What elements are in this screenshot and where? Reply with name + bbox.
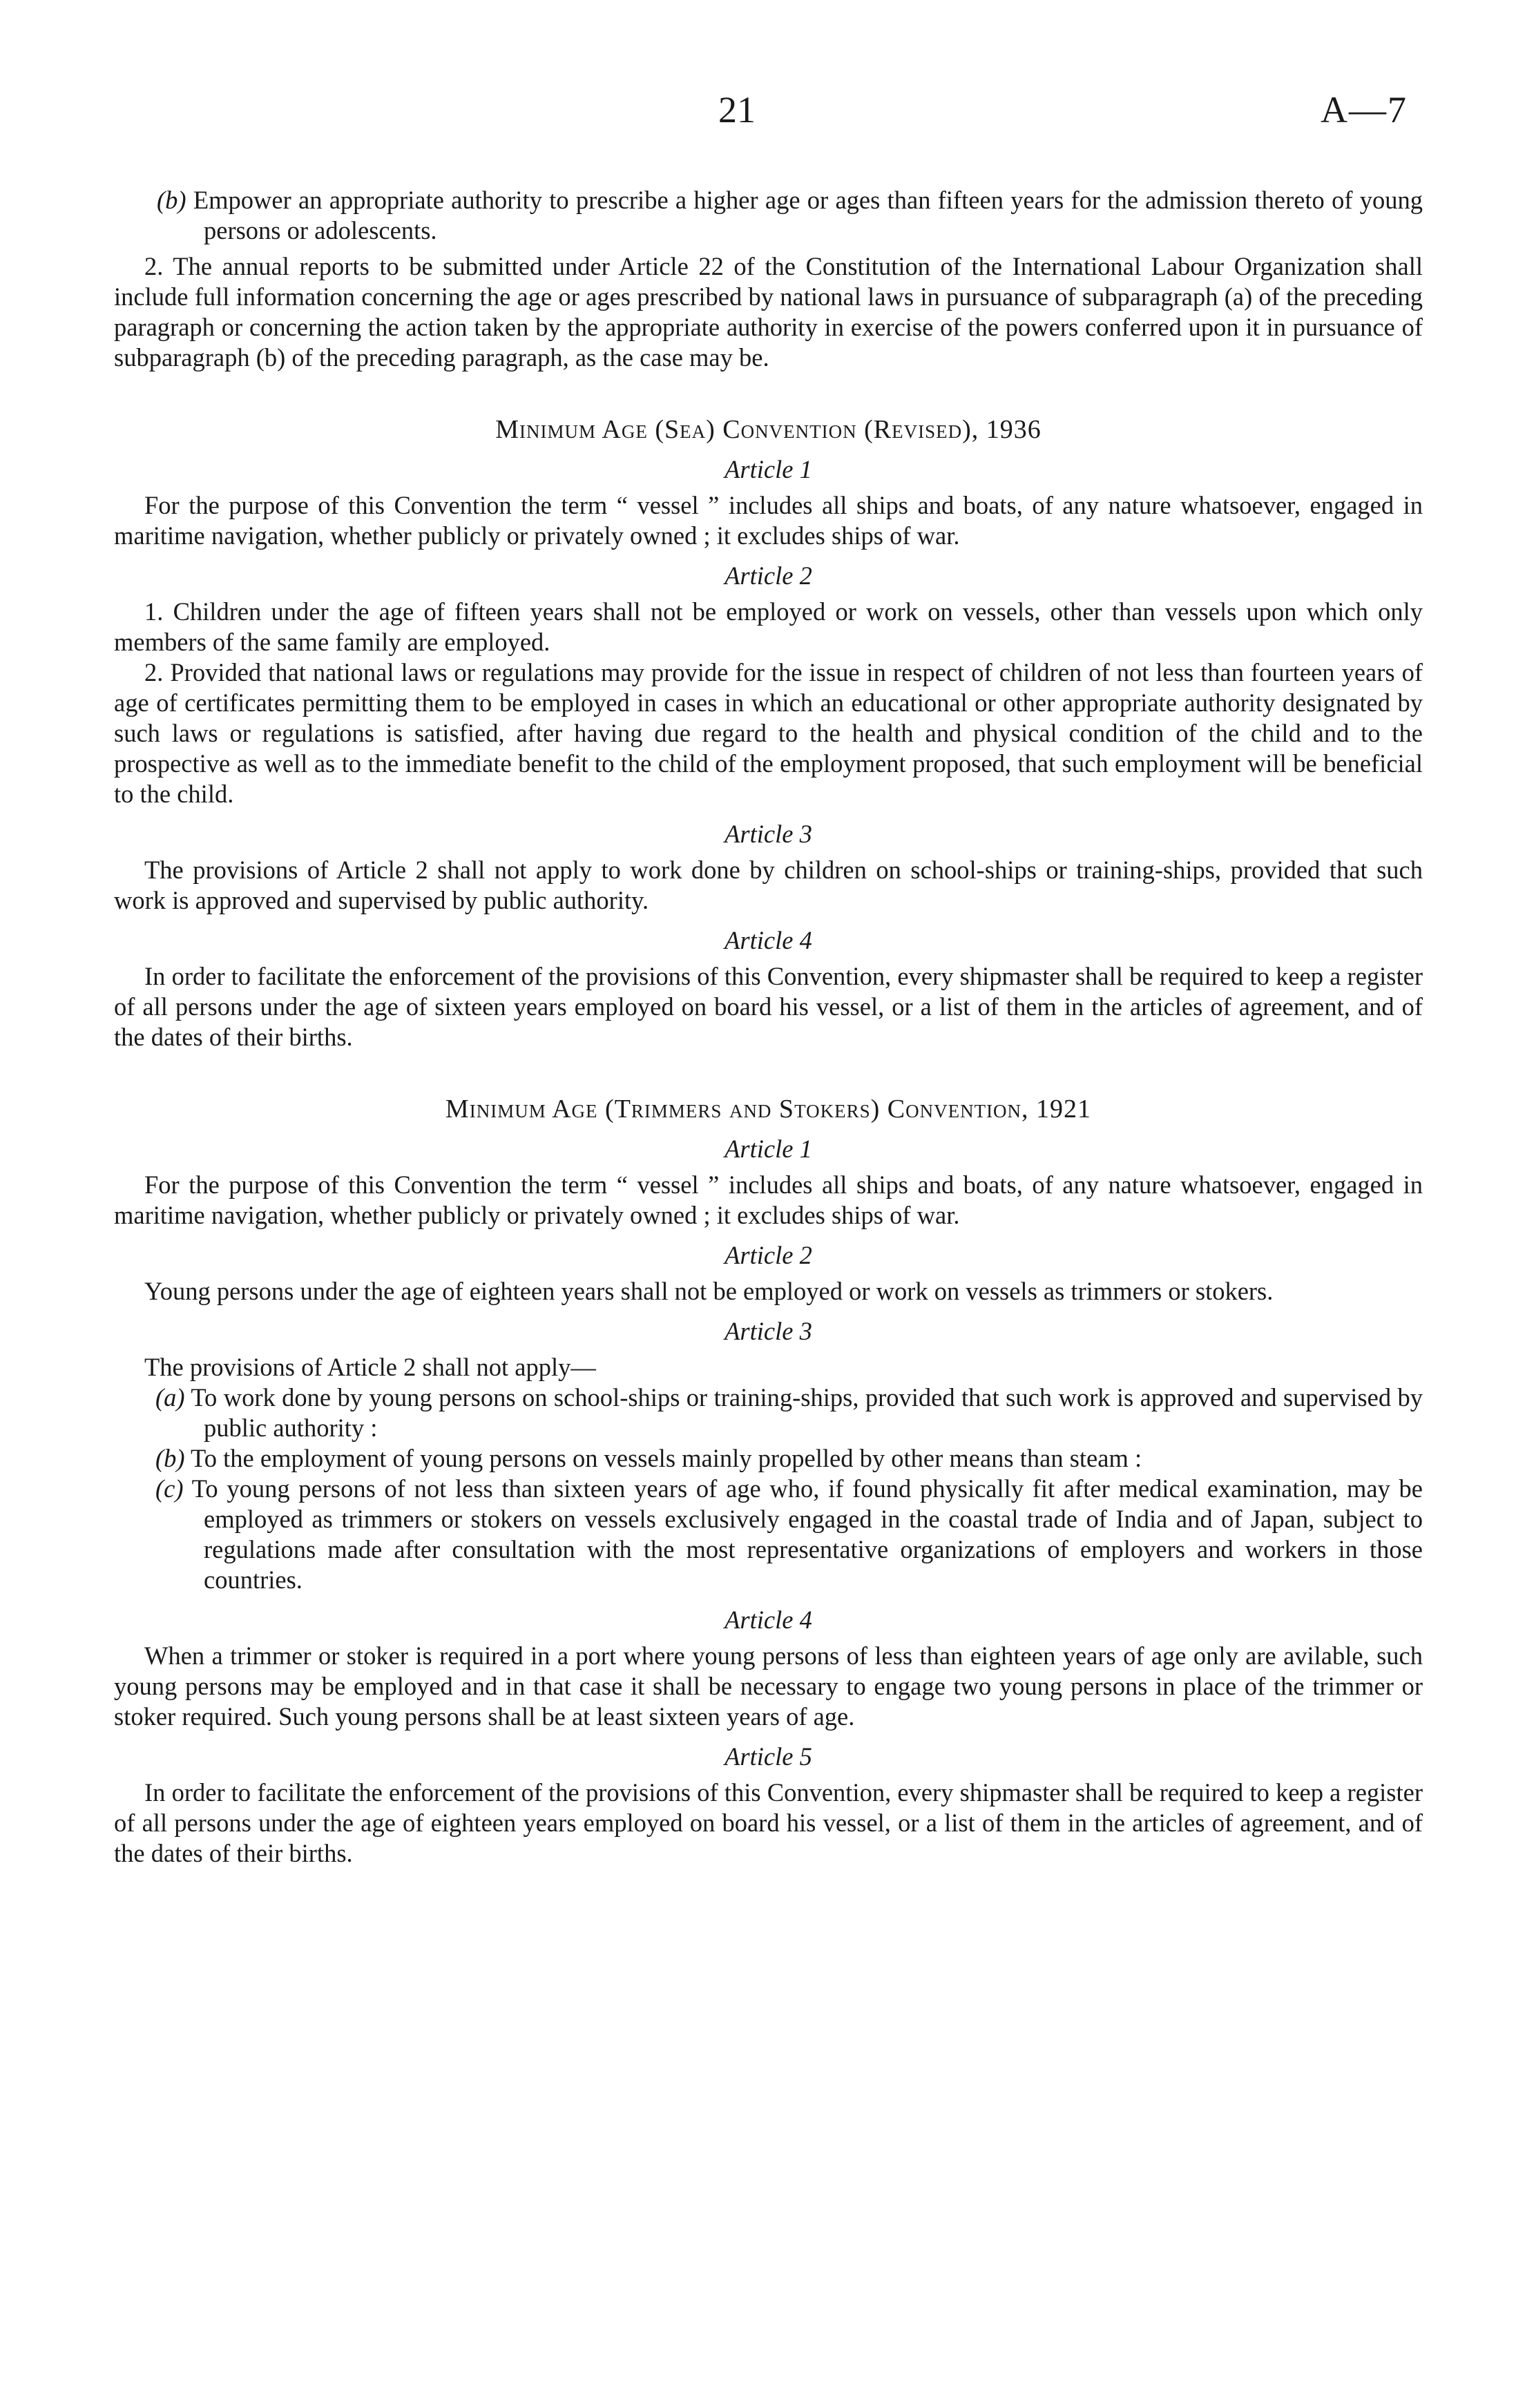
document-body bbox=[114, 185, 1423, 1869]
clause-label: (b) bbox=[155, 1444, 185, 1472]
trimmers-article-4-heading: Article 4 bbox=[725, 1606, 812, 1634]
trimmers-article-2-heading: Article 2 bbox=[725, 1241, 812, 1269]
sea-article-1-heading: Article 1 bbox=[725, 455, 812, 483]
sea-article-4-heading: Article 4 bbox=[725, 926, 812, 954]
trimmers-article-5-heading: Article 5 bbox=[725, 1742, 812, 1771]
sea-article-2-para-2: 2. Provided that national laws or regulations may provide for the issue in respect of children of not less than fourteen years of age of certificates permitting them to be employed in cases in which an educational or other appropriate authority designated by such laws or regulations is satisfied, after having due regard to the health and physical condition of the child and to the prospective as well as to the immediate benefit to the child of the employment proposed, that such employment will be beneficial to the child. bbox=[114, 658, 1423, 808]
sea-article-3-heading: Article 3 bbox=[725, 820, 812, 848]
page-number: 21 bbox=[718, 89, 756, 131]
page-reference: A—7 bbox=[1321, 89, 1408, 131]
trimmers-article-3-clause-a bbox=[114, 1383, 1423, 1443]
trimmers-article-5-text: In order to facilitate the enforcement of the provisions of this Convention, every shipmaster shall be required to keep a register of all persons under the age of eighteen years employed on board his vessel, or a list of them in the articles of agreement, and of the dates of their births. bbox=[114, 1778, 1423, 1867]
sea-article-4-text: In order to facilitate the enforcement of the provisions of this Convention, every shipmaster shall be required to keep a register of all persons under the age of sixteen years employed on board his vessel, or a list of them in the articles of agreement, and of the dates of their births. bbox=[114, 962, 1423, 1051]
sea-article-2-para-1: 1. Children under the age of fifteen years shall not be employed or work on vessels, other than vessels upon which only members of the same family are employed. bbox=[114, 597, 1423, 656]
trimmers-article-1-heading: Article 1 bbox=[725, 1135, 812, 1163]
clause-text: Empower an appropriate authority to prescribe a higher age or ages than fifteen years for the admission thereto of young persons or adolescents. bbox=[193, 186, 1423, 244]
clause-text: To the employment of young persons on vessels mainly propelled by other means than steam : bbox=[191, 1444, 1142, 1472]
clause-label: (a) bbox=[155, 1383, 185, 1412]
trimmers-article-2-text: Young persons under the age of eighteen years shall not be employed or work on vessels as trimmers or stokers. bbox=[144, 1277, 1274, 1305]
trimmers-article-3-intro: The provisions of Article 2 shall not apply— bbox=[144, 1353, 596, 1381]
trimmers-convention-title: Minimum Age (Trimmers and Stokers) Convention, 1921 bbox=[445, 1095, 1092, 1124]
clause-label: (c) bbox=[155, 1474, 184, 1503]
trimmers-article-3-clause-c bbox=[114, 1474, 1423, 1595]
trimmers-article-1-text: For the purpose of this Convention the term “ vessel ” includes all ships and boats, of any nature whatsoever, engaged in maritime navigation, whether publicly or privately owned ; it excludes ships of war. bbox=[114, 1171, 1423, 1229]
sea-article-3-text: The provisions of Article 2 shall not apply to work done by children on school-ships or training-ships, provided that such work is approved and supervised by public authority. bbox=[114, 856, 1423, 914]
sea-article-2-heading: Article 2 bbox=[725, 561, 812, 590]
sea-article-1-text: For the purpose of this Convention the term “ vessel ” includes all ships and boats, of any nature whatsoever, engaged in maritime navigation, whether publicly or privately owned ; it excludes ships of war. bbox=[114, 491, 1423, 550]
intro-paragraph-2: 2. The annual reports to be submitted under Article 22 of the Constitution of the International Labour Organization shall include full information concerning the age or ages prescribed by national laws in pursuance of subparagraph (a) of the preceding paragraph or concerning the action taken by the appropriate authority in exercise of the powers conferred upon it in pursuance of subparagraph (b) of the preceding paragraph, as the case may be. bbox=[114, 252, 1423, 372]
clause-text: To young persons of not less than sixteen years of age who, if found physically fit after medical examination, may be employed as trimmers or stokers on vessels exclusively engaged in the coastal trade of India and of Japan, subject to regulations made after consultation with the most representative organizations of employers and workers in those countries. bbox=[191, 1474, 1423, 1594]
intro-clause-b bbox=[114, 185, 1423, 246]
trimmers-article-3-clause-b bbox=[114, 1443, 1423, 1474]
trimmers-article-3-heading: Article 3 bbox=[725, 1317, 812, 1345]
clause-text: To work done by young persons on school-ships or training-ships, provided that such work is approved and supervised by public authority : bbox=[191, 1383, 1423, 1442]
sea-convention-title: Minimum Age (Sea) Convention (Revised), 1936 bbox=[495, 415, 1042, 444]
trimmers-article-4-text: When a trimmer or stoker is required in a port where young persons of less than eighteen years of age only are avilable, such young persons may be employed and in that case it shall be necessary to engage two young persons in place of the trimmer or stoker required. Such young persons shall be at least sixteen years of age. bbox=[114, 1641, 1423, 1731]
page-header bbox=[0, 88, 1516, 144]
clause-label: (b) bbox=[157, 186, 186, 214]
